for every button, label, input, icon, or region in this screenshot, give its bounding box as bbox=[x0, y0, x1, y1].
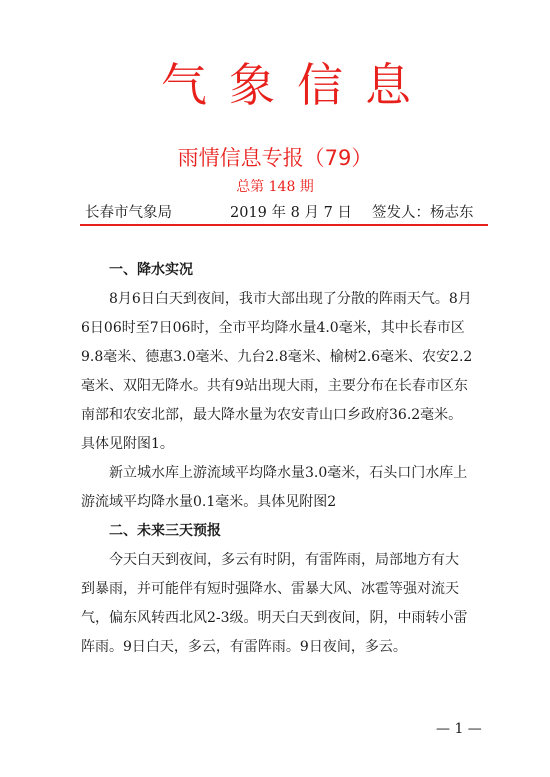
page-number: — 1 — bbox=[436, 721, 482, 737]
signer: 签发人：杨志东 bbox=[372, 205, 474, 221]
text-line: 6日06时至7日06时，全市平均降水量4.0毫米，其中长春市区 bbox=[81, 320, 465, 336]
text-line: 气，偏东风转西北风2-3级。明天白天到夜间，阴，中雨转小雷 bbox=[81, 610, 468, 626]
text-line: 新立城水库上游流域平均降水量3.0毫米，石头口门水库上 bbox=[109, 465, 468, 481]
text-line: 今天白天到夜间，多云有时阴，有雷阵雨，局部地方有大 bbox=[109, 552, 459, 568]
report-subtitle: 雨情信息专报（79） bbox=[177, 146, 373, 170]
masthead-title: 气象信息 bbox=[161, 58, 433, 112]
issue-date: 2019 年 8 月 7 日 bbox=[230, 205, 352, 221]
issue-number: 总第 148 期 bbox=[236, 179, 314, 195]
paragraph-precipitation-summary bbox=[81, 285, 478, 459]
text-line: 8月6日白天到夜间，我市大部出现了分散的阵雨天气。8月 bbox=[109, 291, 472, 307]
text-line: 9.8毫米、德惠3.0毫米、九台2.8毫米、榆树2.6毫米、农安2.2 bbox=[81, 349, 473, 365]
text-line: 阵雨。9日白天，多云，有雷阵雨。9日夜间，多云。 bbox=[81, 639, 407, 655]
document-body bbox=[81, 256, 478, 662]
text-line: 具体见附图1。 bbox=[81, 436, 174, 452]
text-line: 南部和农安北部，最大降水量为农安青山口乡政府36.2毫米。 bbox=[81, 407, 463, 423]
text-line: 游流域平均降水量0.1毫米。具体见附图2 bbox=[81, 494, 337, 510]
text-line: 到暴雨，并可能伴有短时强降水、雷暴大风、冰雹等强对流天 bbox=[81, 581, 459, 597]
section-heading-forecast: 二、未来三天预报 bbox=[109, 523, 221, 539]
section-heading-precipitation: 一、降水实况 bbox=[109, 262, 193, 278]
header-divider bbox=[80, 224, 488, 226]
text-line: 毫米、双阳无降水。共有9站出现大雨，主要分布在长春市区东 bbox=[81, 378, 468, 394]
issuer: 长春市气象局 bbox=[85, 205, 172, 221]
paragraph-forecast bbox=[81, 546, 478, 662]
paragraph-reservoir bbox=[81, 459, 478, 517]
